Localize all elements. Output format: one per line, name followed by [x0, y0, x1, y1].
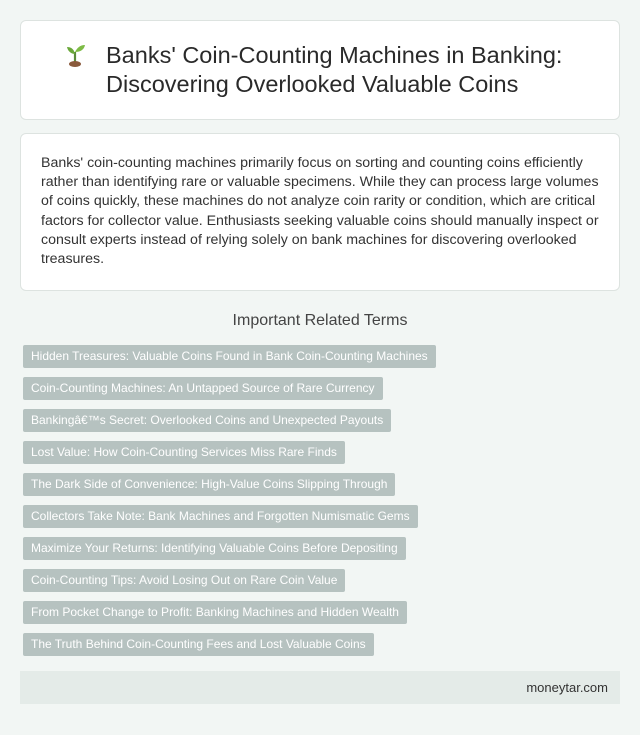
term-tag[interactable]: From Pocket Change to Profit: Banking Machines and Hidden Wealth [23, 601, 407, 624]
title-card [20, 20, 620, 120]
term-tag[interactable]: The Truth Behind Coin-Counting Fees and Lost Valuable Coins [23, 633, 374, 656]
term-tag[interactable]: The Dark Side of Convenience: High-Value Coins Slipping Through [23, 473, 395, 496]
related-terms-list [23, 345, 623, 665]
term-tag[interactable]: Maximize Your Returns: Identifying Valuable Coins Before Depositing [23, 537, 406, 560]
sprout-icon [60, 39, 90, 69]
related-terms-heading: Important Related Terms [232, 312, 408, 329]
term-tag[interactable]: Coin-Counting Machines: An Untapped Source of Rare Currency [23, 377, 383, 400]
term-tag[interactable]: Hidden Treasures: Valuable Coins Found in Bank Coin-Counting Machines [23, 345, 436, 368]
footer-site-name[interactable]: moneytar.com [526, 680, 608, 695]
term-tag[interactable]: Collectors Take Note: Bank Machines and Forgotten Numismatic Gems [23, 505, 418, 528]
footer [20, 671, 620, 704]
term-tag[interactable]: Bankingâ€™s Secret: Overlooked Coins and Unexpected Payouts [23, 409, 391, 432]
summary-text: Banks' coin-counting machines primarily focus on sorting and counting coins efficiently rather than identifying rare or valuable specimens. While they can process large volumes of coins quickly, these machines do not analyze coin rarity or condition, which are critical factors for collector value. Enthusiasts seeking valuable coins should manually inspect or consult experts instead of relying solely on bank machines for discovering overlooked treasures. [41, 155, 599, 268]
title-row [60, 41, 580, 99]
summary-card [20, 133, 620, 291]
term-tag[interactable]: Coin-Counting Tips: Avoid Losing Out on Rare Coin Value [23, 569, 345, 592]
page-title: Banks' Coin-Counting Machines in Banking: Discovering Overlooked Valuable Coins [106, 42, 563, 97]
term-tag[interactable]: Lost Value: How Coin-Counting Services Miss Rare Finds [23, 441, 345, 464]
